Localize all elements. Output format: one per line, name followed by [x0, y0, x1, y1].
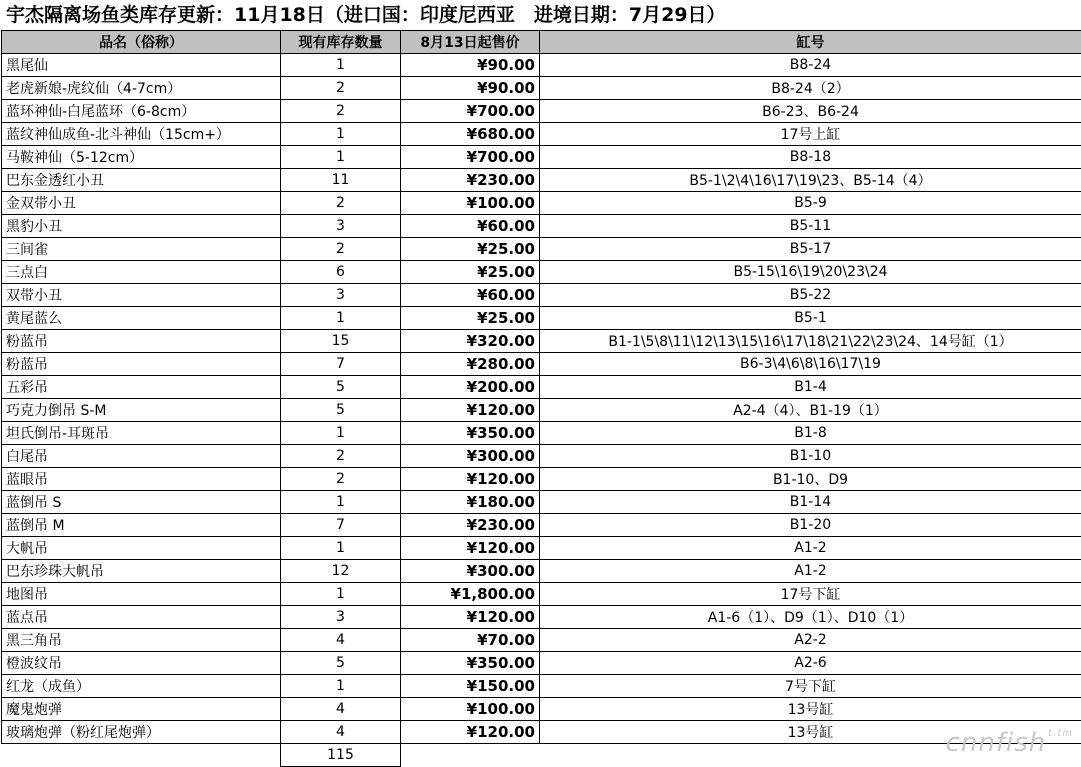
- quantity-cell[interactable]: 3: [281, 606, 401, 629]
- quantity-cell[interactable]: 5: [281, 652, 401, 675]
- price-cell[interactable]: ¥150.00: [401, 675, 540, 698]
- name-cell[interactable]: 蓝倒吊 S: [2, 491, 281, 514]
- header-price[interactable]: 8月13日起售价: [401, 31, 540, 54]
- table-row: [2, 399, 1081, 422]
- quantity-cell[interactable]: 1: [281, 146, 401, 169]
- tank-cell[interactable]: B5-1: [540, 307, 1081, 330]
- inventory-table: [1, 30, 1081, 767]
- price-cell[interactable]: ¥60.00: [401, 284, 540, 307]
- price-cell[interactable]: ¥700.00: [401, 146, 540, 169]
- name-cell[interactable]: 蓝纹神仙成鱼-北斗神仙（15cm+）: [2, 123, 281, 146]
- price-cell[interactable]: ¥300.00: [401, 445, 540, 468]
- quantity-cell[interactable]: 2: [281, 238, 401, 261]
- watermark-logo: [946, 728, 1073, 758]
- quantity-cell[interactable]: 7: [281, 353, 401, 376]
- tank-cell[interactable]: A2-6: [540, 652, 1081, 675]
- name-cell[interactable]: 黑尾仙: [2, 54, 281, 77]
- table-row: [2, 560, 1081, 583]
- name-cell[interactable]: 巧克力倒吊 S-M: [2, 399, 281, 422]
- price-cell[interactable]: ¥180.00: [401, 491, 540, 514]
- price-cell[interactable]: ¥680.00: [401, 123, 540, 146]
- sheet-title: 宇杰隔离场鱼类库存更新：11月18日（进口国：印度尼西亚 进境日期：7月29日）: [6, 4, 726, 26]
- quantity-cell[interactable]: 4: [281, 721, 401, 744]
- price-cell[interactable]: ¥25.00: [401, 307, 540, 330]
- tank-cell[interactable]: A2-4（4）、B1-19（1）: [540, 399, 1081, 422]
- price-cell[interactable]: ¥70.00: [401, 629, 540, 652]
- name-cell[interactable]: 黄尾蓝么: [2, 307, 281, 330]
- price-cell[interactable]: ¥1,800.00: [401, 583, 540, 606]
- watermark-small: t.tm: [1048, 728, 1073, 739]
- name-cell[interactable]: 蓝环神仙-白尾蓝环（6-8cm）: [2, 100, 281, 123]
- quantity-cell[interactable]: 1: [281, 583, 401, 606]
- tank-cell[interactable]: 17号下缸: [540, 583, 1081, 606]
- name-cell[interactable]: 马鞍神仙（5-12cm）: [2, 146, 281, 169]
- table-row: [2, 606, 1081, 629]
- table-row: [2, 77, 1081, 100]
- tank-cell[interactable]: 7号下缸: [540, 675, 1081, 698]
- table-row: [2, 192, 1081, 215]
- quantity-cell[interactable]: 7: [281, 514, 401, 537]
- tank-cell[interactable]: A1-2: [540, 560, 1081, 583]
- tank-cell[interactable]: B6-23、B6-24: [540, 100, 1081, 123]
- price-cell[interactable]: ¥280.00: [401, 353, 540, 376]
- tank-cell[interactable]: B8-24（2）: [540, 77, 1081, 100]
- name-cell[interactable]: 黑豹小丑: [2, 215, 281, 238]
- price-cell[interactable]: ¥230.00: [401, 514, 540, 537]
- name-cell[interactable]: 橙波纹吊: [2, 652, 281, 675]
- tank-cell[interactable]: B8-24: [540, 54, 1081, 77]
- name-cell[interactable]: 粉蓝吊: [2, 330, 281, 353]
- tank-cell[interactable]: 13号缸: [540, 721, 1081, 744]
- table-row: [2, 675, 1081, 698]
- name-cell[interactable]: 粉蓝吊: [2, 353, 281, 376]
- quantity-cell[interactable]: 15: [281, 330, 401, 353]
- price-cell[interactable]: ¥90.00: [401, 77, 540, 100]
- price-cell[interactable]: ¥60.00: [401, 215, 540, 238]
- quantity-cell[interactable]: 2: [281, 192, 401, 215]
- name-cell[interactable]: 巴东珍珠大帆吊: [2, 560, 281, 583]
- table-row: [2, 284, 1081, 307]
- tank-cell[interactable]: B1-14: [540, 491, 1081, 514]
- price-cell[interactable]: ¥120.00: [401, 537, 540, 560]
- name-cell[interactable]: 大帆吊: [2, 537, 281, 560]
- name-cell[interactable]: 巴东金透红小丑: [2, 169, 281, 192]
- name-cell[interactable]: 蓝倒吊 M: [2, 514, 281, 537]
- quantity-cell[interactable]: 12: [281, 560, 401, 583]
- table-row: [2, 330, 1081, 353]
- header-name[interactable]: 品名（俗称）: [2, 31, 281, 54]
- price-cell[interactable]: ¥120.00: [401, 468, 540, 491]
- tank-cell[interactable]: B1-4: [540, 376, 1081, 399]
- quantity-cell[interactable]: 4: [281, 698, 401, 721]
- table-row: [2, 514, 1081, 537]
- total-row: [2, 744, 1081, 767]
- table-row: [2, 353, 1081, 376]
- table-row: [2, 652, 1081, 675]
- tank-cell[interactable]: B5-11: [540, 215, 1081, 238]
- name-cell[interactable]: 白尾吊: [2, 445, 281, 468]
- price-cell[interactable]: ¥700.00: [401, 100, 540, 123]
- quantity-cell[interactable]: 1: [281, 307, 401, 330]
- quantity-cell[interactable]: 3: [281, 215, 401, 238]
- price-cell[interactable]: ¥90.00: [401, 54, 540, 77]
- quantity-cell[interactable]: 2: [281, 100, 401, 123]
- tank-cell[interactable]: B6-3\4\6\8\16\17\19: [540, 353, 1081, 376]
- name-cell[interactable]: 五彩吊: [2, 376, 281, 399]
- table-row: [2, 629, 1081, 652]
- tank-cell[interactable]: B1-1\5\8\11\12\13\15\16\17\18\21\22\23\24、14号缸（1）: [540, 330, 1081, 353]
- table-row: [2, 146, 1081, 169]
- name-cell[interactable]: 双带小丑: [2, 284, 281, 307]
- total-label-cell[interactable]: [2, 744, 281, 767]
- tank-cell[interactable]: 17号上缸: [540, 123, 1081, 146]
- total-quantity[interactable]: 115: [281, 744, 401, 767]
- quantity-cell[interactable]: 1: [281, 54, 401, 77]
- quantity-cell[interactable]: 11: [281, 169, 401, 192]
- price-cell[interactable]: ¥230.00: [401, 169, 540, 192]
- table-row: [2, 491, 1081, 514]
- table-row: [2, 54, 1081, 77]
- name-cell[interactable]: 金双带小丑: [2, 192, 281, 215]
- quantity-cell[interactable]: 4: [281, 629, 401, 652]
- name-cell[interactable]: 三点白: [2, 261, 281, 284]
- price-cell[interactable]: ¥100.00: [401, 698, 540, 721]
- header-tank[interactable]: 缸号: [540, 31, 1081, 54]
- table-row: [2, 583, 1081, 606]
- table-row: [2, 215, 1081, 238]
- name-cell[interactable]: 黑三角吊: [2, 629, 281, 652]
- table-row: [2, 537, 1081, 560]
- price-cell[interactable]: ¥120.00: [401, 399, 540, 422]
- quantity-cell[interactable]: 1: [281, 675, 401, 698]
- quantity-cell[interactable]: 5: [281, 376, 401, 399]
- tank-cell[interactable]: B1-8: [540, 422, 1081, 445]
- table-row: [2, 238, 1081, 261]
- name-cell[interactable]: 坦氏倒吊-耳斑吊: [2, 422, 281, 445]
- name-cell[interactable]: 红龙（成鱼）: [2, 675, 281, 698]
- quantity-cell[interactable]: 1: [281, 123, 401, 146]
- tank-cell[interactable]: B1-20: [540, 514, 1081, 537]
- tank-cell[interactable]: B5-22: [540, 284, 1081, 307]
- name-cell[interactable]: 蓝点吊: [2, 606, 281, 629]
- price-cell[interactable]: ¥120.00: [401, 721, 540, 744]
- table-row: [2, 721, 1081, 744]
- price-cell[interactable]: ¥200.00: [401, 376, 540, 399]
- tank-cell[interactable]: B5-9: [540, 192, 1081, 215]
- name-cell[interactable]: 魔鬼炮弹: [2, 698, 281, 721]
- quantity-cell[interactable]: 2: [281, 468, 401, 491]
- header-row: [2, 31, 1081, 54]
- quantity-cell[interactable]: 3: [281, 284, 401, 307]
- table-row: [2, 169, 1081, 192]
- table-row: [2, 422, 1081, 445]
- table-row: [2, 468, 1081, 491]
- table-row: [2, 307, 1081, 330]
- total-price-cell[interactable]: [401, 744, 540, 767]
- table-row: [2, 100, 1081, 123]
- price-cell[interactable]: ¥320.00: [401, 330, 540, 353]
- watermark-main: cnnfish: [945, 728, 1047, 758]
- quantity-cell[interactable]: 6: [281, 261, 401, 284]
- table-row: [2, 261, 1081, 284]
- tank-cell[interactable]: A1-2: [540, 537, 1081, 560]
- price-cell[interactable]: ¥350.00: [401, 422, 540, 445]
- table-row: [2, 445, 1081, 468]
- tank-cell[interactable]: 13号缸: [540, 698, 1081, 721]
- price-cell[interactable]: ¥100.00: [401, 192, 540, 215]
- tank-cell[interactable]: B8-18: [540, 146, 1081, 169]
- quantity-cell[interactable]: 1: [281, 422, 401, 445]
- tank-cell[interactable]: B5-17: [540, 238, 1081, 261]
- price-cell[interactable]: ¥120.00: [401, 606, 540, 629]
- table-row: [2, 123, 1081, 146]
- name-cell[interactable]: 老虎新娘-虎纹仙（4-7cm）: [2, 77, 281, 100]
- tank-cell[interactable]: B5-1\2\4\16\17\19\23、B5-14（4）: [540, 169, 1081, 192]
- tank-cell[interactable]: A2-2: [540, 629, 1081, 652]
- price-cell[interactable]: ¥350.00: [401, 652, 540, 675]
- quantity-cell[interactable]: 2: [281, 445, 401, 468]
- tank-cell[interactable]: B5-15\16\19\20\23\24: [540, 261, 1081, 284]
- quantity-cell[interactable]: 1: [281, 491, 401, 514]
- quantity-cell[interactable]: 5: [281, 399, 401, 422]
- header-quantity[interactable]: 现有库存数量: [281, 31, 401, 54]
- quantity-cell[interactable]: 1: [281, 537, 401, 560]
- tank-cell[interactable]: B1-10: [540, 445, 1081, 468]
- table-row: [2, 376, 1081, 399]
- price-cell[interactable]: ¥25.00: [401, 261, 540, 284]
- name-cell[interactable]: 玻璃炮弹（粉红尾炮弹）: [2, 721, 281, 744]
- name-cell[interactable]: 蓝眼吊: [2, 468, 281, 491]
- name-cell[interactable]: 地图吊: [2, 583, 281, 606]
- tank-cell[interactable]: A1-6（1）、D9（1）、D10（1）: [540, 606, 1081, 629]
- price-cell[interactable]: ¥300.00: [401, 560, 540, 583]
- quantity-cell[interactable]: 2: [281, 77, 401, 100]
- tank-cell[interactable]: B1-10、D9: [540, 468, 1081, 491]
- price-cell[interactable]: ¥25.00: [401, 238, 540, 261]
- name-cell[interactable]: 三间雀: [2, 238, 281, 261]
- table-row: [2, 698, 1081, 721]
